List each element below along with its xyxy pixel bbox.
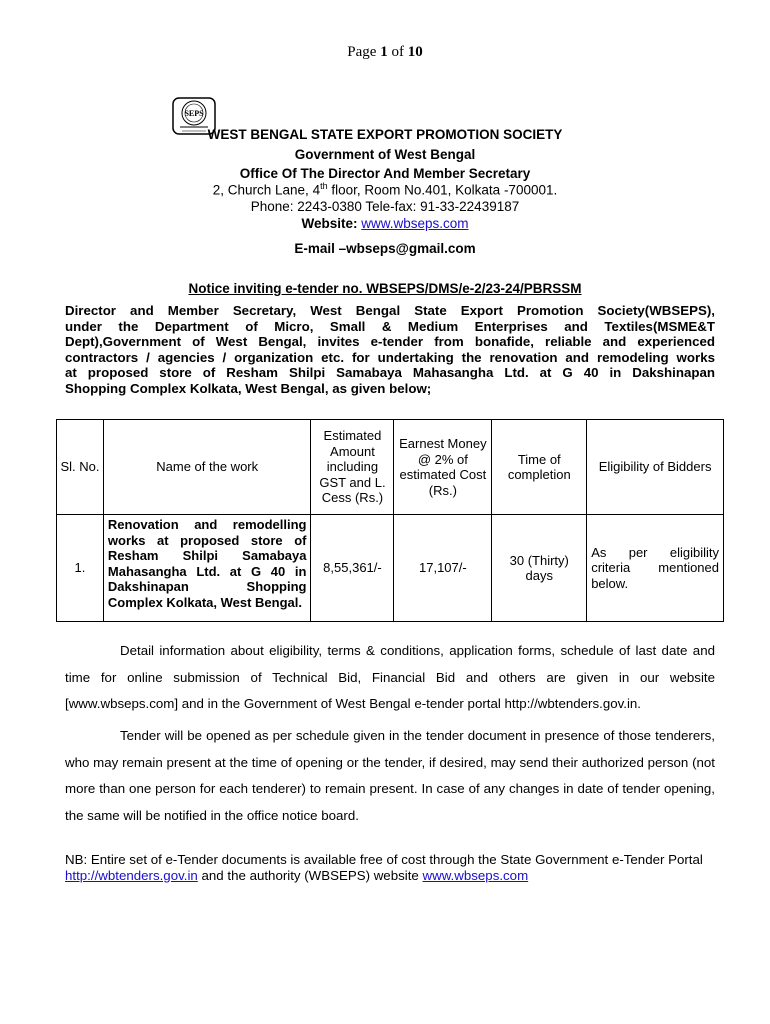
tender-table [56,419,724,622]
header-sl-no: Sl. No. [57,420,104,515]
website-link[interactable]: www.wbseps.com [361,216,469,231]
page-number: Page 1 of 10 [347,44,423,60]
intro-paragraph [65,303,715,396]
detail-paragraph: Detail information about eligibility, terms & conditions, application forms, schedule of last date and time for online submission of Technical Bid, Financial Bid and others are given in our website [www.wbseps.com] and in the Government of West Bengal e-tender portal http://wbtenders.gov.in. [65,643,715,711]
notice-title: Notice inviting e-tender no. WBSEPS/DMS/e-2/23-24/PBRSSM [188,281,582,296]
cell-earnest: 17,107/- [394,515,492,622]
phone: Phone: 2243-0380 Tele-fax: 91-33-22439187 [250,199,520,214]
header-name: Name of the work [103,420,311,515]
intro-line: Dept),Government of West Bengal, invites e-tender from bonafide, reliable and experienced [65,334,715,349]
table-row [57,515,724,622]
header-earnest: Earnest Money @ 2% of estimated Cost (Rs.) [394,420,492,515]
address: 2, Church Lane, 4th floor, Room No.401, Kolkata -700001. [212,181,558,198]
nb-note: NB: Entire set of e-Tender documents is available free of cost through the State Government e-Tender Portal http://wbtenders.gov.in and the authority (WBSEPS) website www.wbseps.com [65,852,703,883]
cell-sl-no: 1. [57,515,104,622]
email: E-mail –wbseps@gmail.com [294,241,476,256]
cell-time: 30 (Thirty) days [492,515,587,622]
website-link-footer[interactable]: www.wbseps.com [422,868,529,883]
intro-line: Shopping Complex Kolkata, West Bengal, as given below; [65,380,432,396]
govt-name: Government of West Bengal [294,147,476,162]
intro-line: under the Department of Micro, Small & Medium Enterprises and Textiles(MSME&T [65,318,715,334]
cell-eligibility: As per eligibility criteria mentioned below. [587,515,724,622]
intro-line: Director and Member Secretary, West Bengal State Export Promotion Society(WBSEPS), [65,303,715,318]
website-line: Website: www.wbseps.com [301,216,469,231]
header-eligibility: Eligibility of Bidders [587,420,724,515]
cell-amount: 8,55,361/- [311,515,394,622]
office-name: Office Of The Director And Member Secretary [239,166,531,181]
header-amount: Estimated Amount including GST and L. Cess (Rs.) [311,420,394,515]
intro-line: at proposed store of Resham Shilpi Samabaya Mahasangha Ltd. at G 40 in Dakshinapan [65,365,715,380]
header-time: Time of completion [492,420,587,515]
tender-portal-link[interactable]: http://wbtenders.gov.in [65,868,198,883]
opening-paragraph: Tender will be opened as per schedule given in the tender document in presence of those tenderers, who may remain present at the time of opening or the tender, if desired, may send their authorized person (not more than one person for each tenderer) to remain present. In case of any changes in date of tender opening, the same will be notified in the office notice board. [65,728,715,823]
svg-text:SEPS: SEPS [184,109,204,118]
cell-name: Renovation and remodelling works at proposed store of Resham Shilpi Samabaya Mahasangha Ltd. at G 40 in Dakshinapan Shopping Complex Kolkata, West Bengal. [103,515,311,622]
org-name: WEST BENGAL STATE EXPORT PROMOTION SOCIETY [207,127,563,142]
table-header-row [57,420,724,515]
intro-line: contractors / agencies / organization etc. for undertaking the renovation and remodeling works [65,349,715,365]
